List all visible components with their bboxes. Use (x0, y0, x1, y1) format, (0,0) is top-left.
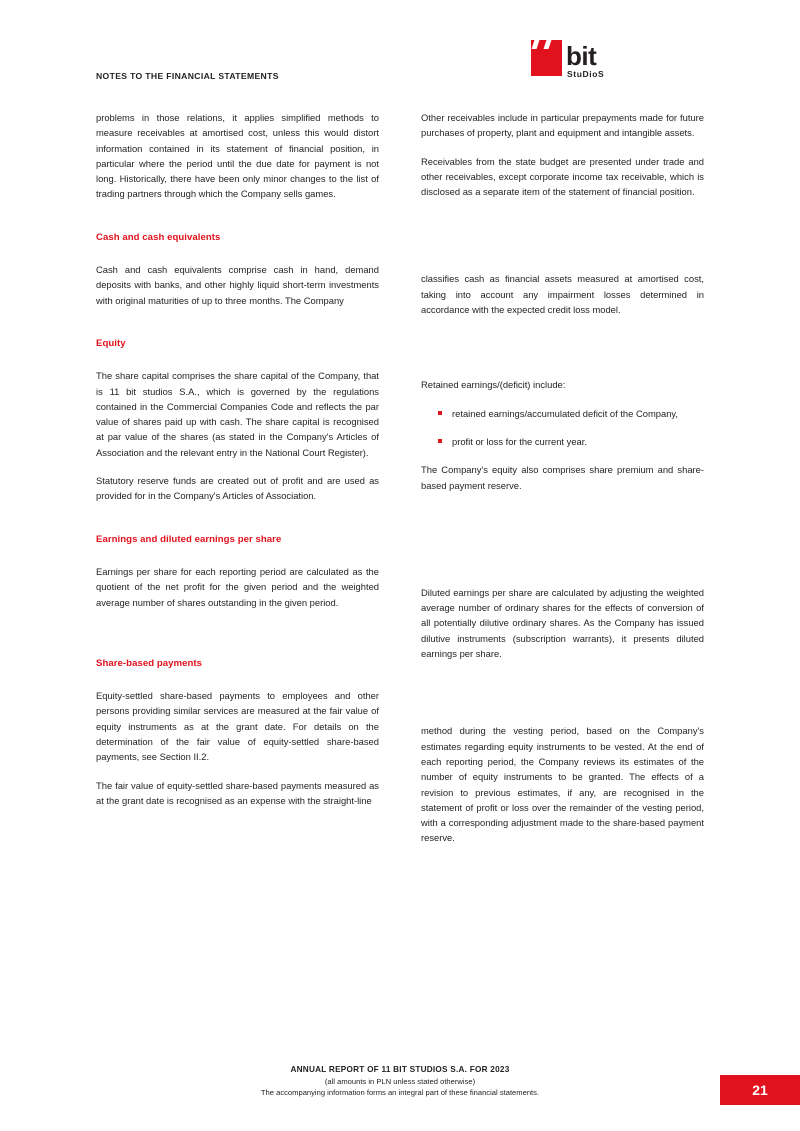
paragraph-share-based-1: Equity-settled share-based payments to employees and other persons providing similar services are measured at the fair value of equity instruments as at the grant date. For details on the determination of the fair value of equity-settled share-based payments, see Section II.2. (96, 690, 379, 763)
list-item: retained earnings/accumulated deficit of the Company, (421, 406, 704, 421)
paragraph-equity-1: The share capital comprises the share capital of the Company, that is 11 bit studios S.A., which is governed by the regulations contained in the Commercial Companies Code and reflects the par value of shares paid up with cash. The share capital is recognised at par value of the shares (as stated in the Company's Articles of Association and the relevant entry in the National Court Register). (96, 370, 379, 458)
section-heading-share-based-payments: Share-based payments (96, 657, 203, 669)
footer-amounts-note: (all amounts in PLN unless stated otherwise) (324, 1077, 476, 1086)
footer-integral-part-note: The accompanying information forms an integral part of these financial statements. (260, 1088, 540, 1097)
paragraph-diluted-eps: Diluted earnings per share are calculated by adjusting the weighted average number of ordinary shares for the effects of conversion of all potentially dilutive ordinary shares. As the Company has issued dilutive instruments (subscription warrants), it presents diluted earnings per share. (421, 586, 704, 660)
page-number-badge: 21 (720, 1075, 800, 1105)
footer-report-title: ANNUAL REPORT OF 11 BIT STUDIOS S.A. FOR 2023 (290, 1065, 510, 1074)
paragraph-cash-continuation: classifies cash as financial assets measured at amortised cost, taking into account any impairment losses determined in accordance with the expected credit loss model. (421, 273, 704, 316)
paragraph-share-based-2: The fair value of equity-settled share-based payments measured as at the grant date is recognised as an expense with the straight-line (96, 779, 379, 806)
section-heading-cash: Cash and cash equivalents (96, 231, 221, 243)
paragraph-state-budget-receivables: Receivables from the state budget are presented under trade and other receivables, except corporate income tax receivable, which is disclosed as a separate item of the statement of financial position. (421, 155, 704, 198)
page-title: NOTES TO THE FINANCIAL STATEMENTS (96, 71, 279, 81)
retained-earnings-list (421, 406, 704, 450)
paragraph-equity-2: Statutory reserve funds are created out of profit and are used as provided for in the Company's Articles of Association. (96, 475, 379, 502)
section-heading-earnings-per-share: Earnings and diluted earnings per share (96, 533, 282, 545)
paragraph-share-based-continuation: method during the vesting period, based on the Company's estimates regarding equity instruments to be vested. At the end of each reporting period, the Company reviews its estimates of the number of equity instruments to be granted. The effects of a revision to previous estimates, if any, are recognised in the statement of profit or loss over the remainder of the vesting period, with a corresponding adjustment made to the share-based payment reserve. (421, 725, 704, 844)
page-footer (0, 1065, 800, 1097)
logo-mark-icon (526, 40, 562, 76)
left-column (96, 110, 379, 808)
list-item: profit or loss for the current year. (421, 434, 704, 449)
company-logo (526, 38, 706, 90)
page-header (96, 38, 704, 98)
paragraph-receivables-continuation: problems in those relations, it applies simplified methods to measure receivables at amortised cost, unless this would distort information contained in its statement of financial position, in particular where the period until the due date for payment is not long. Historically, there have been only minor changes to the list of trading partners through which the Company sells games. (96, 112, 379, 200)
section-heading-equity: Equity (96, 337, 126, 349)
logo-subtext: StuDioS (567, 69, 605, 79)
paragraph-equity-closing: The Company's equity also comprises share premium and share-based payment reserve. (421, 464, 704, 491)
paragraph-eps-1: Earnings per share for each reporting period are calculated as the quotient of the net profit for the given period and the weighted average number of shares outstanding in the given period. (96, 565, 379, 608)
logo-wordmark: bit (566, 41, 597, 71)
right-column (421, 110, 704, 846)
paragraph-retained-earnings-intro: Retained earnings/(deficit) include: (421, 379, 566, 391)
paragraph-other-receivables: Other receivables include in particular prepayments made for future purchases of property, plant and equipment and intangible assets. (421, 112, 704, 139)
paragraph-cash-1: Cash and cash equivalents comprise cash in hand, demand deposits with banks, and other highly liquid short-term investments with original maturities of up to three months. The Company (96, 264, 379, 306)
